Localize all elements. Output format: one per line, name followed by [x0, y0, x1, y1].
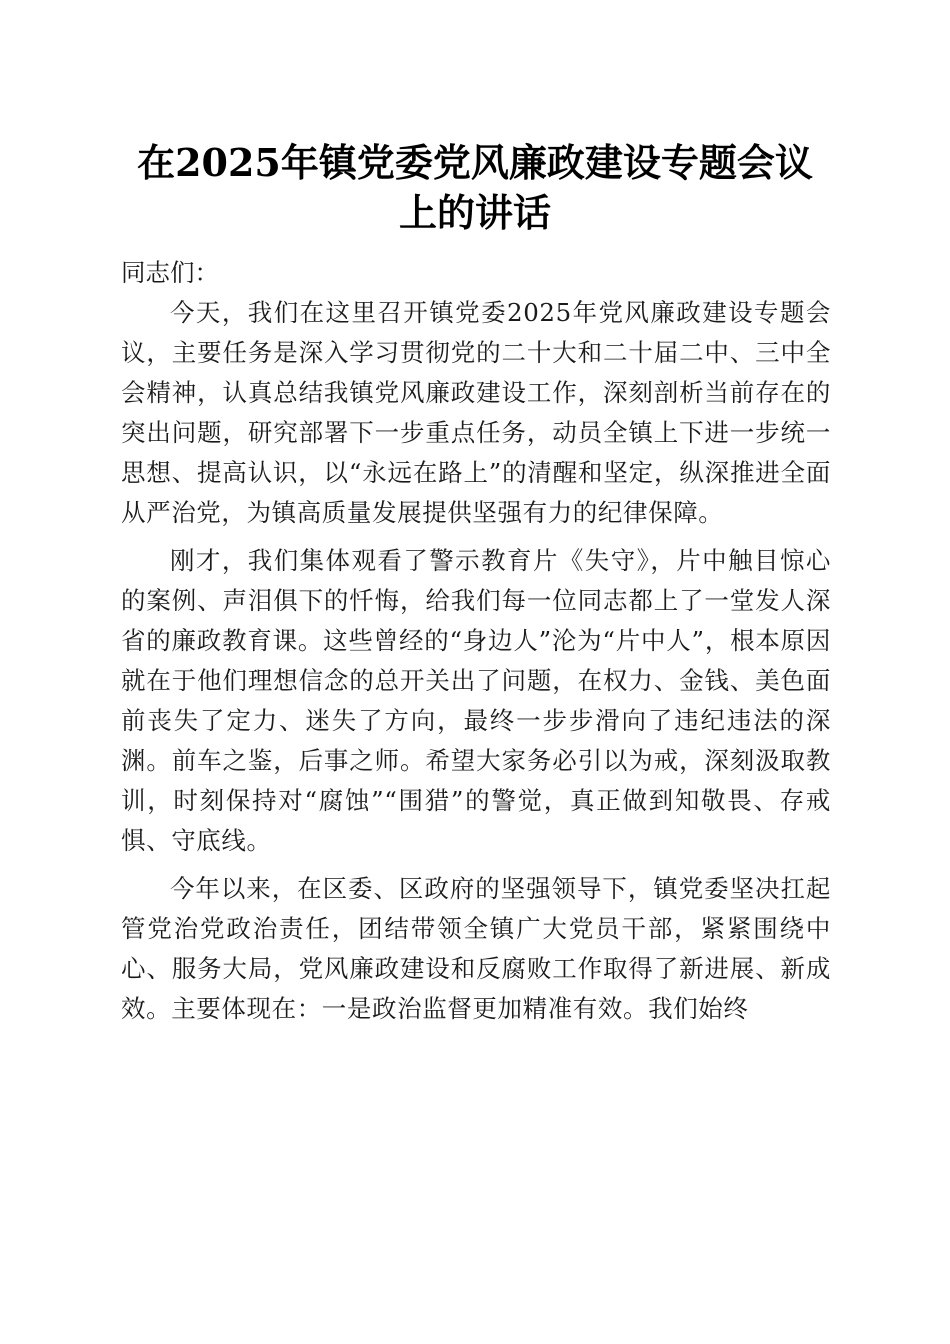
paragraph-warning-education: 刚才，我们集体观看了警示教育片《失守》，片中触目惊心的案例、声泪俱下的忏悔，给我们每一位同志都上了一堂发人深省的廉政教育课。这些曾经的“身边人”沦为“片中人”，根本原因就在于他们理想信念的总开关出了问题，在权力、金钱、美色面前丧失了定力、迷失了方向，最终一步步滑向了违纪违法的深渊。前车之鉴，后事之师。希望大家务必引以为戒，深刻汲取教训，时刻保持对“腐蚀”“围猎”的警觉，真正做到知敬畏、存戒惧、守底线。 [121, 546, 831, 855]
document-title: 在2025年镇党委党风廉政建设专题会议上的讲话 [137, 140, 813, 235]
paragraph-achievements: 今年以来，在区委、区政府的坚强领导下，镇党委坚决扛起管党治党政治责任，团结带领全镇广大党员干部，紧紧围绕中心、服务大局，党风廉政建设和反腐败工作取得了新进展、新成效。主要体现在：一是政治监督更加精准有效。我们始终 [121, 874, 831, 1023]
salutation: 同志们： [121, 258, 219, 287]
paragraph-opening: 今天，我们在这里召开镇党委2025年党风廉政建设专题会议，主要任务是深入学习贯彻党的二十大和二十届二中、三中全会精神，认真总结我镇党风廉政建设工作，深刻剖析当前存在的突出问题，研究部署下一步重点任务，动员全镇上下进一步统一思想、提高认识，以“永远在路上”的清醒和坚定，纵深推进全面从严治党，为镇高质量发展提供坚强有力的纪律保障。 [121, 298, 831, 527]
paragraph-spacer [121, 861, 831, 869]
document-body [121, 253, 831, 1029]
paragraph-spacer [121, 533, 831, 541]
